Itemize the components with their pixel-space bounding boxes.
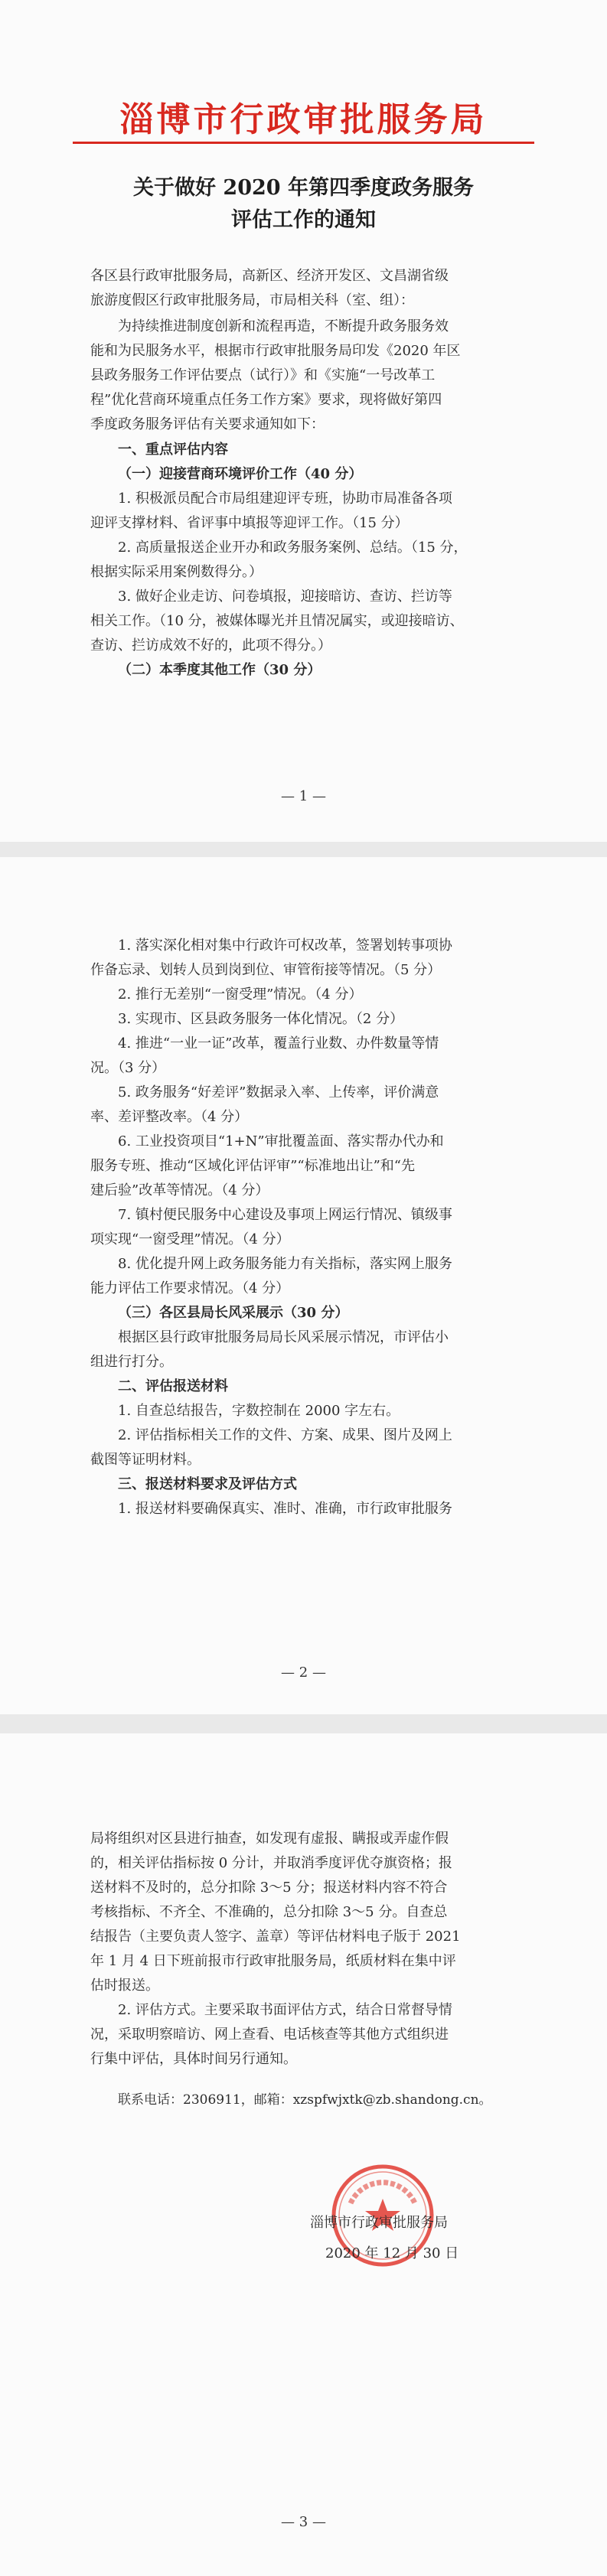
item-1-1-2: 2. 高质量报送企业开办和政务服务案例、总结。（15 分， 根据实际采用案例数得分。） (90, 540, 468, 580)
signature-org: 淄博市行政审批服务局 (310, 2215, 448, 2231)
page-number: — 3 — (281, 2514, 326, 2530)
section-heading-1: 一、重点评估内容 (118, 442, 228, 458)
subsection-heading-1-2: （二）本季度其他工作（30 分） (118, 662, 321, 678)
item-1-2-5: 5. 政务服务“好差评”数据录入率、上传率，评价满意 率、差评整改率。（4 分） (90, 1084, 439, 1125)
item-3-2: 2. 评估方式。主要采取书面评估方式，结合日常督导情 况，采取明察暗访、网上查看、电话核查等其他方式组织进 行集中评估，具体时间另行通知。 (90, 2002, 452, 2067)
item-1-2-8: 8. 优化提升网上政务服务能力有关指标，落实网上服务 能力评估工作要求情况。（4 分） (90, 1256, 452, 1296)
item-3-1-continued: 局将组织对区县进行抽查，如发现有虚报、瞒报或弄虚作假 的，相关评估指标按 0 分计，并取消季度评优夺旗资格；报 送材料不及时的，总分扣除 3～5 分；报送材料内容不符合 考核指标、不齐全、不准确的，总分扣除 3～5 分。自查总 结报告（主要负责人签字、盖章）等评估材料电子版于 2021 年 1 月 4 日下班前报市行政审批服务局，纸质材料在集中评 估时报送。 (90, 1831, 461, 1994)
item-1-2-3: 3. 实现市、区县政务服务一体化情况。（2 分） (118, 1011, 404, 1027)
item-1-2-7: 7. 镇村便民服务中心建设及事项上网运行情况、镇级事 项实现“一窗受理”情况。（4 分） (90, 1207, 452, 1247)
item-1-1-3: 3. 做好企业走访、问卷填报，迎接暗访、查访、拦访等 相关工作。（10 分，被媒体曝光并且情况属实，或迎接暗访、 查访、拦访成效不好的，此项不得分。） (90, 589, 464, 654)
item-1-2-1: 1. 落实深化相对集中行政许可权改革，签署划转事项协 作备忘录、划转人员到岗到位、审管衔接等情况。（5 分） (90, 937, 452, 978)
addressee: 各区县行政审批服务局，高新区、经济开发区、文昌湖省级 旅游度假区行政审批服务局，市局相关科（室、组）： (90, 268, 449, 308)
subsection-heading-1-1: （一）迎接营商环境评价工作（40 分） (118, 466, 363, 482)
item-1-2-6: 6. 工业投资项目“1+N”审批覆盖面、落实帮办代办和 服务专班、推动“区域化评估评审”“标准地出让”和“先 建后验”改革等情况。（4 分） (90, 1133, 444, 1198)
org-header: 淄博市行政审批服务局 (119, 100, 488, 139)
intro-paragraph: 为持续推进制度创新和流程再造，不断提升政务服务效 能和为民服务水平，根据市行政审批服务局印发《2020 年区 县政务服务工作评估要点（试行）》和《实施“一号改革工 程”优化营商环境重点任务工作方案》要求，现将做好第四 季度政务服务评估有关要求通知如下： (90, 318, 461, 432)
item-3-1-start: 1. 报送材料要确保真实、准时、准确，市行政审批服务 (118, 1501, 452, 1517)
contact-line: 联系电话：2306911，邮箱：xzspfwjxtk@zb.shandong.cn。 (118, 2092, 492, 2108)
section-1-3-text: 根据区县行政审批服务局局长风采展示情况，市评估小 组进行打分。 (90, 1329, 449, 1370)
item-2-2: 2. 评估指标相关工作的文件、方案、成果、图片及网上 截图等证明材料。 (90, 1427, 452, 1468)
item-1-1-1: 1. 积极派员配合市局组建迎评专班，协助市局准备各项 迎评支撑材料、省评事中填报等迎评工作。（15 分） (90, 491, 452, 531)
item-2-1: 1. 自查总结报告，字数控制在 2000 字左右。 (118, 1403, 400, 1419)
section-heading-3: 三、报送材料要求及评估方式 (118, 1476, 297, 1492)
doc-title-line-1: 关于做好 2020 年第四季度政务服务 (133, 176, 474, 200)
doc-title-line-2: 评估工作的通知 (231, 208, 376, 232)
section-heading-2: 二、评估报送材料 (118, 1378, 228, 1394)
signature-date: 2020 年 12 月 30 日 (325, 2245, 459, 2261)
page-number: — 1 — (281, 788, 326, 804)
item-1-2-4: 4. 推进“一业一证”改革，覆盖行业数、办件数量等情 况。（3 分） (90, 1035, 439, 1076)
subsection-heading-1-3: （三）各区县局长风采展示（30 分） (118, 1305, 349, 1321)
red-divider (73, 142, 534, 144)
item-1-2-2: 2. 推行无差别“一窗受理”情况。（4 分） (118, 986, 363, 1003)
page-2 (0, 857, 607, 1714)
page-3 (0, 1733, 607, 2576)
page-1 (0, 0, 607, 842)
page-number: — 2 — (281, 1665, 326, 1681)
